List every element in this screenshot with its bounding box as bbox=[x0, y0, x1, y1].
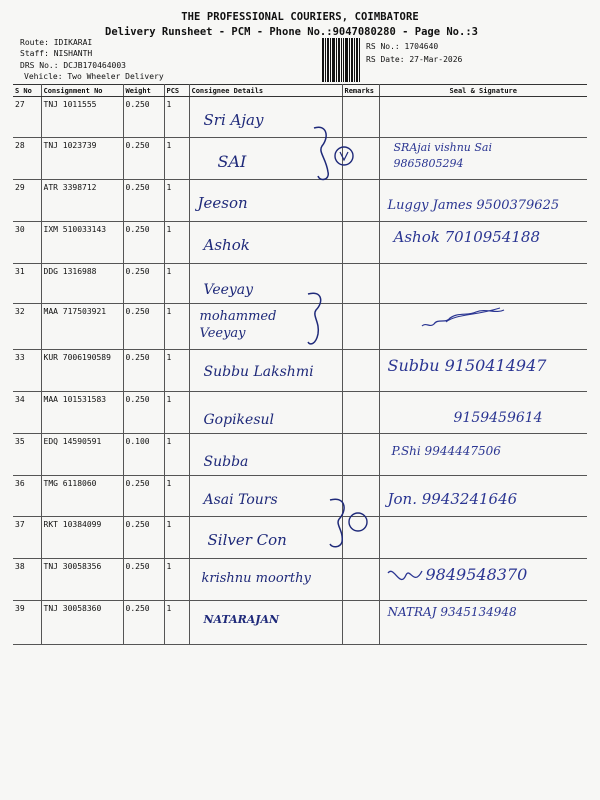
weight-cell: 0.250 bbox=[123, 350, 164, 392]
sno-cell: 35 bbox=[13, 434, 41, 476]
remarks-cell bbox=[342, 350, 379, 392]
sno-cell: 36 bbox=[13, 476, 41, 517]
consignee-cell bbox=[189, 434, 342, 476]
vehicle-label: Vehicle: Two Wheeler Delivery bbox=[24, 72, 164, 81]
consignment-cell: KUR 7006190589 bbox=[41, 350, 123, 392]
signature-cell bbox=[379, 392, 587, 434]
consignee-cell bbox=[189, 392, 342, 434]
col-header-consignment: Consignment No bbox=[41, 85, 123, 97]
consignment-cell: IXM 510033143 bbox=[41, 222, 123, 264]
consignment-cell: ATR 3398712 bbox=[41, 180, 123, 222]
signature-handwriting: Ashok 7010954188 bbox=[393, 228, 541, 246]
consignee-handwriting: Subba bbox=[203, 454, 249, 470]
consignment-cell: MAA 717503921 bbox=[41, 304, 123, 350]
receipt-stamp-mark bbox=[302, 290, 332, 350]
pcs-cell: 1 bbox=[164, 222, 189, 264]
signature-handwriting: Luggy James 9500379625 bbox=[387, 198, 560, 213]
consignee-handwriting: Gopikesul bbox=[203, 412, 274, 428]
table-row bbox=[13, 517, 587, 559]
pcs-cell: 1 bbox=[164, 350, 189, 392]
consignment-cell: RKT 10384099 bbox=[41, 517, 123, 559]
receipt-stamp-mark bbox=[322, 496, 372, 550]
remarks-cell bbox=[342, 180, 379, 222]
sno-cell: 33 bbox=[13, 350, 41, 392]
consignee-handwriting: Subbu Lakshmi bbox=[203, 364, 314, 380]
signature-cell bbox=[379, 350, 587, 392]
table-row bbox=[13, 601, 587, 645]
signature-handwriting: P.Shi 9944447506 bbox=[391, 444, 501, 458]
remarks-cell bbox=[342, 392, 379, 434]
col-header-pcs: PCS bbox=[164, 85, 189, 97]
signature-cell bbox=[379, 138, 587, 180]
pcs-cell: 1 bbox=[164, 392, 189, 434]
signature-cell bbox=[379, 304, 587, 350]
weight-cell: 0.250 bbox=[123, 517, 164, 559]
table-row bbox=[13, 180, 587, 222]
consignment-cell: DDG 1316988 bbox=[41, 264, 123, 304]
signature-cell bbox=[379, 559, 587, 601]
consignee-handwriting: Ashok bbox=[203, 236, 250, 254]
sno-cell: 34 bbox=[13, 392, 41, 434]
consignee-cell bbox=[189, 350, 342, 392]
weight-cell: 0.250 bbox=[123, 392, 164, 434]
signature-cell bbox=[379, 601, 587, 645]
weight-cell: 0.250 bbox=[123, 559, 164, 601]
consignee-handwriting: mohammed Veeyay bbox=[199, 309, 277, 341]
weight-cell: 0.250 bbox=[123, 304, 164, 350]
col-header-weight: Weight bbox=[123, 85, 164, 97]
pcs-cell: 1 bbox=[164, 476, 189, 517]
signature-handwriting: SRAjai vishnu Sai 9865805294 bbox=[393, 141, 492, 170]
weight-cell: 0.250 bbox=[123, 138, 164, 180]
table-row bbox=[13, 264, 587, 304]
consignment-cell: TNJ 30058360 bbox=[41, 601, 123, 645]
consignee-cell bbox=[189, 517, 342, 559]
sno-cell: 38 bbox=[13, 559, 41, 601]
signature-handwriting: Jon. 9943241646 bbox=[387, 490, 518, 508]
rs-number: RS No.: 1704640 bbox=[366, 42, 439, 51]
weight-cell: 0.250 bbox=[123, 222, 164, 264]
signature-cell bbox=[379, 517, 587, 559]
consignee-handwriting: Asai Tours bbox=[203, 492, 278, 508]
col-header-remarks: Remarks bbox=[342, 85, 379, 97]
signature-handwriting: 9849548370 bbox=[425, 565, 528, 584]
consignment-cell: TMG 6118060 bbox=[41, 476, 123, 517]
table-row bbox=[13, 392, 587, 434]
pcs-cell: 1 bbox=[164, 601, 189, 645]
remarks-cell bbox=[342, 304, 379, 350]
signature-handwriting: Subbu 9150414947 bbox=[387, 356, 547, 375]
signature-cell bbox=[379, 434, 587, 476]
drs-number: DRS No.: DCJB170464003 bbox=[20, 61, 126, 70]
consignee-handwriting: Jeeson bbox=[197, 194, 248, 212]
remarks-cell bbox=[342, 559, 379, 601]
signature-cell bbox=[379, 97, 587, 138]
consignment-cell: MAA 101531583 bbox=[41, 392, 123, 434]
signature-scribble bbox=[416, 304, 506, 332]
table-row bbox=[13, 350, 587, 392]
remarks-cell bbox=[342, 264, 379, 304]
sno-cell: 37 bbox=[13, 517, 41, 559]
remarks-cell bbox=[342, 434, 379, 476]
route-label: Route: IDIKARAI bbox=[20, 38, 93, 47]
table-header-row bbox=[13, 85, 587, 97]
weight-cell: 0.100 bbox=[123, 434, 164, 476]
sno-cell: 31 bbox=[13, 264, 41, 304]
consignee-handwriting: Sri Ajay bbox=[203, 111, 264, 129]
receipt-stamp-mark bbox=[300, 122, 360, 184]
table-row bbox=[13, 559, 587, 601]
signature-cell bbox=[379, 180, 587, 222]
weight-cell: 0.250 bbox=[123, 180, 164, 222]
rs-date: RS Date: 27-Mar-2026 bbox=[366, 55, 463, 64]
pcs-cell: 1 bbox=[164, 434, 189, 476]
consignee-cell bbox=[189, 601, 342, 645]
pcs-cell: 1 bbox=[164, 517, 189, 559]
consignment-cell: TNJ 1023739 bbox=[41, 138, 123, 180]
remarks-cell bbox=[342, 222, 379, 264]
pcs-cell: 1 bbox=[164, 180, 189, 222]
consignee-cell bbox=[189, 476, 342, 517]
weight-cell: 0.250 bbox=[123, 476, 164, 517]
remarks-cell bbox=[342, 601, 379, 645]
table-row bbox=[13, 222, 587, 264]
pcs-cell: 1 bbox=[164, 559, 189, 601]
barcode-image bbox=[322, 38, 360, 82]
consignee-handwriting: NATARAJAN bbox=[203, 613, 280, 626]
signature-handwriting: 9159459614 bbox=[453, 410, 543, 426]
table-row bbox=[13, 476, 587, 517]
consignment-cell: EDQ 14590591 bbox=[41, 434, 123, 476]
consignee-handwriting: Silver Con bbox=[207, 531, 287, 549]
sno-cell: 39 bbox=[13, 601, 41, 645]
sno-cell: 28 bbox=[13, 138, 41, 180]
signature-cell bbox=[379, 264, 587, 304]
pcs-cell: 1 bbox=[164, 264, 189, 304]
sno-cell: 29 bbox=[13, 180, 41, 222]
rs-block bbox=[366, 40, 462, 66]
consignee-cell bbox=[189, 559, 342, 601]
col-header-sno: S No bbox=[13, 85, 41, 97]
signature-cell bbox=[379, 476, 587, 517]
consignee-cell bbox=[189, 222, 342, 264]
pcs-cell: 1 bbox=[164, 304, 189, 350]
sno-cell: 27 bbox=[13, 97, 41, 138]
sno-cell: 30 bbox=[13, 222, 41, 264]
table-row bbox=[13, 434, 587, 476]
runsheet-subtitle: Delivery Runsheet - PCM - Phone No.:9047080280 - Page No.:3 bbox=[105, 26, 478, 38]
consignment-cell: TNJ 1011555 bbox=[41, 97, 123, 138]
table-row bbox=[13, 304, 587, 350]
signature-cell bbox=[379, 222, 587, 264]
staff-label: Staff: NISHANTH bbox=[20, 49, 93, 58]
sno-cell: 32 bbox=[13, 304, 41, 350]
consignee-cell bbox=[189, 180, 342, 222]
weight-cell: 0.250 bbox=[123, 264, 164, 304]
consignee-handwriting: SAI bbox=[217, 152, 247, 171]
weight-cell: 0.250 bbox=[123, 601, 164, 645]
col-header-signature: Seal & Signature bbox=[379, 85, 587, 97]
consignee-handwriting: krishnu moorthy bbox=[201, 571, 311, 586]
pcs-cell: 1 bbox=[164, 138, 189, 180]
consignment-cell: TNJ 30058356 bbox=[41, 559, 123, 601]
consignee-handwriting: Veeyay bbox=[203, 282, 254, 298]
company-title: THE PROFESSIONAL COURIERS, COIMBATORE bbox=[181, 11, 419, 23]
pcs-cell: 1 bbox=[164, 97, 189, 138]
signature-scribble bbox=[384, 563, 428, 593]
col-header-consignee: Consignee Details bbox=[189, 85, 342, 97]
weight-cell: 0.250 bbox=[123, 97, 164, 138]
signature-handwriting: NATRAJ 9345134948 bbox=[387, 605, 517, 619]
